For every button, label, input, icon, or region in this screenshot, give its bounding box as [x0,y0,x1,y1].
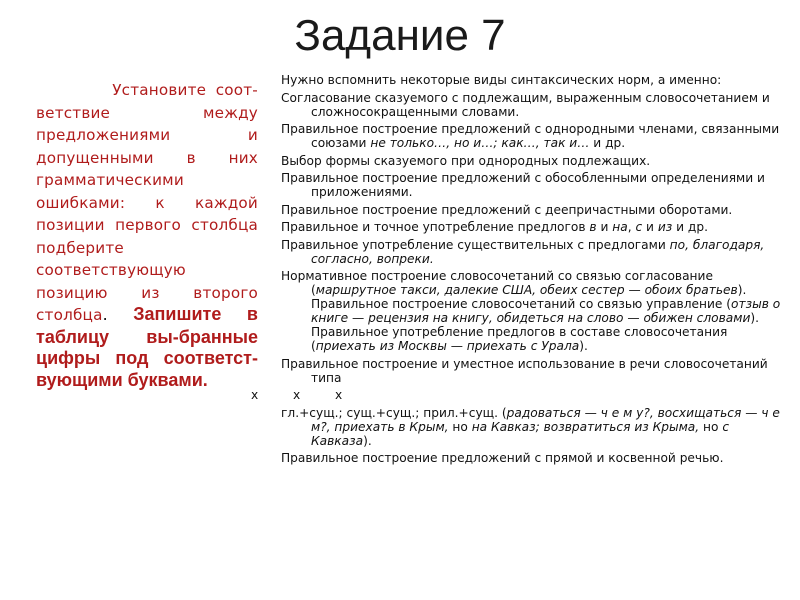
task-instruction-dot: . [102,304,134,324]
norm-item-9-text: Правильное построение и уместное использование в речи словосочетаний типа [281,356,768,385]
norm-item-2 [281,122,781,150]
norm-item-7-text: Правильное употребление существительных с предлогами [281,237,670,252]
norm-item-1 [281,91,781,119]
norm-item-10-example-b: на Кавказ; возвратиться из Крыма, [471,419,700,434]
norm-item-3-text: Выбор формы сказуемого при однородных подлежащих. [281,153,651,168]
norm-item-6-and1: и [596,220,613,234]
norm-item-2-text: Правильное построение предложений с однородными членами, связанными союзами [281,122,780,150]
norm-item-8-example-b: отзыв о книге — рецензия на книгу, обидеться на слово — обижен словами [311,297,781,325]
norm-item-2-tail: и др. [589,136,626,150]
norm-item-1-text: Согласование сказуемого с подлежащим, выраженным словосочетанием и сложносокращенными словами. [281,90,770,119]
norm-item-11 [281,451,781,465]
norm-item-6-text: Правильное и точное употребление предлогов [281,220,590,234]
norm-item-8-example-a: маршрутное такси, далекие США, обеих сестер — обоих братьев [315,283,738,297]
norm-item-10-text: гл.+сущ.; сущ.+сущ.; прил.+сущ. ( [281,405,507,420]
prep-iz: из [657,220,673,234]
norm-item-10-tail: ). [363,433,372,448]
x-marker-2: х [293,388,301,402]
norm-item-3 [281,154,781,168]
task-instruction-main: Установите соот-ветствие между предложениями и допущенными в них грамматическими ошибками: к каждой позиции первого столбца подберите соответствующую позицию из второго столбца [36,81,258,324]
norm-item-11-text: Правильное построение предложений с прямой и косвенной речью. [281,451,724,465]
x-marker-1: х [251,388,259,402]
theory-intro [281,73,781,87]
norm-item-5 [281,203,781,217]
norm-item-10-but1: но [448,419,472,434]
norm-item-8-tail: ). [579,339,588,353]
norm-item-4 [281,171,781,199]
norm-item-7 [281,238,781,266]
task-instruction [36,79,258,391]
norm-item-8-example-c: приехать из Москвы — приехать с Урала [315,339,580,353]
norm-item-10 [281,406,781,448]
norm-item-6-tail: и др. [672,220,708,234]
norm-item-8-text-a: Нормативное построение словосочетаний со связью согласование ( [281,269,713,297]
task-instruction-emphasis: Запишите в таблицу вы-бранные цифры под соответст-вующими буквами. [36,304,258,390]
norm-item-6 [281,220,781,234]
norm-item-10-example-a: радоваться — ч е м у?, восхищаться — ч е м?, приехать в Крым, [311,405,780,434]
theory-column [251,73,781,465]
x-markers: х х х [281,388,781,402]
norm-item-2-example: не только…, но и…; как…, так и… [370,136,590,150]
prep-s: с [635,220,643,234]
slide-title: Задание 7 [294,11,506,60]
norm-item-6-and2: и [642,220,658,234]
norm-item-8-text-c: ). Правильное употребление предлогов в составе словосочетания ( [311,311,760,353]
norm-item-6-comma: , [627,220,636,234]
norm-item-7-example: по, благодаря, согласно, вопреки. [311,237,765,266]
norm-item-8 [281,269,781,353]
norm-item-10-example-c: с Кавказа [311,419,730,448]
prep-na: на [612,220,628,234]
norm-item-8-text-b: ). Правильное построение словосочетаний со связью управление ( [311,283,747,311]
theory-intro-text: Нужно вспомнить некоторые виды синтаксических норм, а именно: [281,73,722,87]
norm-item-10-but2: но [699,419,723,434]
norm-item-4-text: Правильное построение предложений с обособленными определениями и приложениями. [281,171,765,199]
norm-item-9 [281,357,781,385]
prep-v: в [589,220,597,234]
norm-item-5-text: Правильное построение предложений с деепричастными оборотами. [281,202,733,217]
